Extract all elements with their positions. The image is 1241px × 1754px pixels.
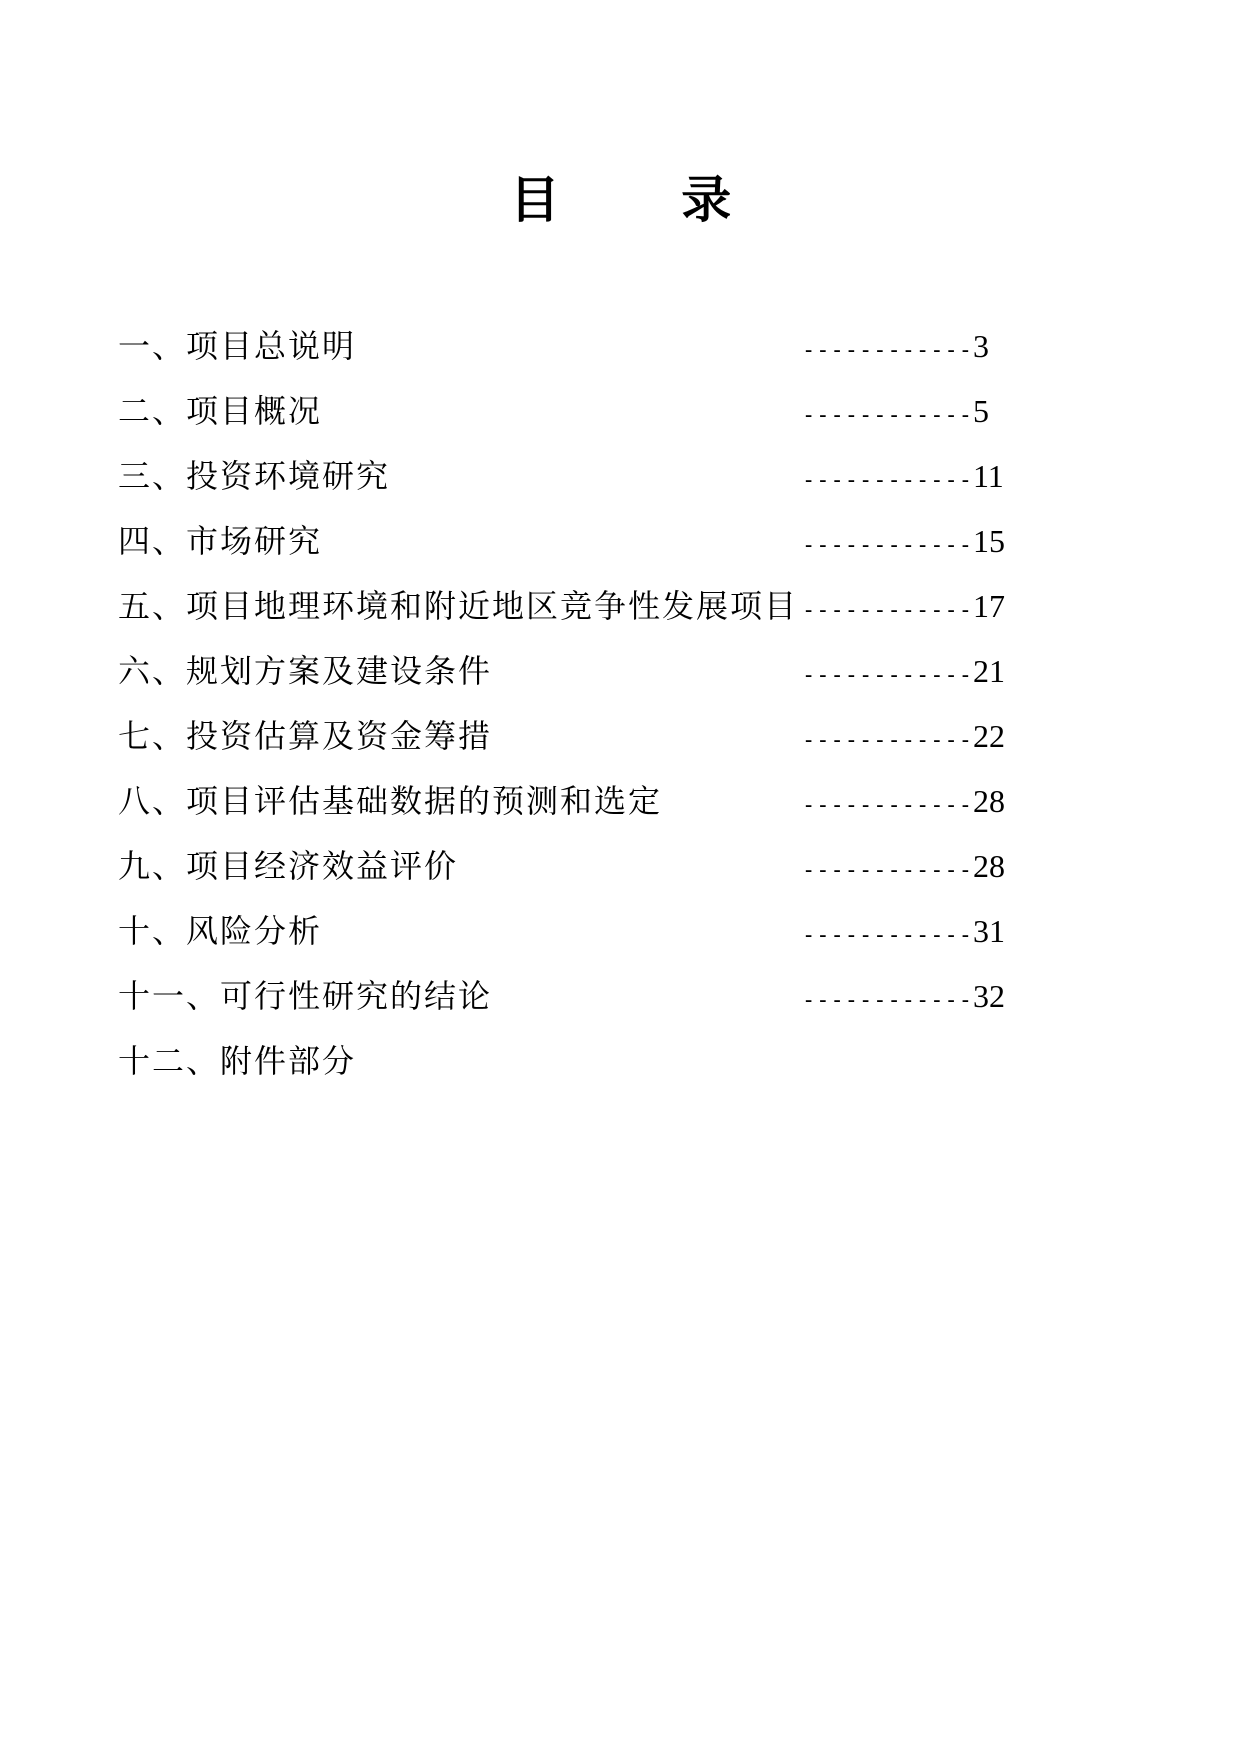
toc-entry-label: 三、投资环境研究 bbox=[118, 457, 391, 495]
toc-entry[interactable] bbox=[118, 323, 1038, 388]
toc-page-number: 31 bbox=[972, 913, 1005, 949]
toc-entry-leader bbox=[802, 973, 1005, 1024]
toc-entry[interactable] bbox=[118, 453, 1038, 518]
toc-entry[interactable] bbox=[118, 778, 1038, 843]
toc-entry[interactable] bbox=[118, 1038, 1038, 1103]
toc-page-number: 32 bbox=[972, 978, 1005, 1014]
table-of-contents bbox=[118, 323, 1038, 1103]
toc-page-number: 17 bbox=[972, 588, 1005, 624]
toc-entry[interactable] bbox=[118, 388, 1038, 453]
toc-dashes: ------------ bbox=[802, 533, 973, 558]
toc-entry-leader bbox=[802, 453, 1004, 504]
toc-dashes: ------------ bbox=[802, 728, 973, 753]
toc-entry-leader bbox=[802, 518, 1005, 569]
toc-entry[interactable] bbox=[118, 713, 1038, 778]
toc-entry-leader bbox=[802, 908, 1005, 959]
toc-dashes: ------------ bbox=[802, 988, 973, 1013]
toc-entry-leader bbox=[802, 583, 1005, 634]
toc-dashes: ------------ bbox=[802, 598, 973, 623]
toc-dashes: ------------ bbox=[802, 468, 973, 493]
toc-entry-leader bbox=[802, 323, 989, 374]
toc-dashes: ------------ bbox=[802, 793, 973, 818]
toc-entry-label: 九、项目经济效益评价 bbox=[118, 847, 459, 885]
toc-entry[interactable] bbox=[118, 973, 1038, 1038]
toc-entry-leader bbox=[802, 843, 1005, 894]
toc-entry-label: 十一、可行性研究的结论 bbox=[118, 977, 493, 1015]
toc-page-number: 28 bbox=[972, 783, 1005, 819]
toc-entry-label: 四、市场研究 bbox=[118, 522, 323, 560]
toc-entry[interactable] bbox=[118, 583, 1038, 648]
toc-page-number: 5 bbox=[972, 393, 989, 429]
toc-entry[interactable] bbox=[118, 908, 1038, 973]
toc-entry-label: 十、风险分析 bbox=[118, 912, 323, 950]
toc-entry-label: 一、项目总说明 bbox=[118, 327, 357, 365]
toc-dashes: ------------ bbox=[802, 923, 973, 948]
toc-page-number: 21 bbox=[972, 653, 1005, 689]
toc-entry-label: 七、投资估算及资金筹措 bbox=[118, 717, 493, 755]
toc-dashes: ------------ bbox=[802, 338, 973, 363]
toc-entry[interactable] bbox=[118, 648, 1038, 713]
toc-page-number: 15 bbox=[972, 523, 1005, 559]
toc-entry-label: 六、规划方案及建设条件 bbox=[118, 652, 493, 690]
toc-entry-leader bbox=[802, 713, 1005, 764]
toc-entry[interactable] bbox=[118, 843, 1038, 908]
toc-page-number: 28 bbox=[972, 848, 1005, 884]
toc-page-number: 11 bbox=[972, 458, 1004, 494]
toc-entry-leader bbox=[802, 778, 1005, 829]
toc-entry[interactable] bbox=[118, 518, 1038, 583]
toc-entry-label: 十二、附件部分 bbox=[118, 1042, 357, 1080]
toc-entry-label: 五、项目地理环境和附近地区竞争性发展项目 bbox=[118, 587, 799, 625]
page-title: 目 录 bbox=[509, 170, 784, 229]
toc-entry-label: 二、项目概况 bbox=[118, 392, 323, 430]
toc-entry-leader bbox=[802, 388, 989, 439]
toc-dashes: ------------ bbox=[802, 663, 973, 688]
toc-dashes: ------------ bbox=[802, 403, 973, 428]
toc-entry-leader bbox=[802, 648, 1005, 699]
toc-entry-label: 八、项目评估基础数据的预测和选定 bbox=[118, 782, 663, 820]
toc-page-number: 22 bbox=[972, 718, 1005, 754]
toc-dashes: ------------ bbox=[802, 858, 973, 883]
toc-page-number: 3 bbox=[972, 328, 989, 364]
